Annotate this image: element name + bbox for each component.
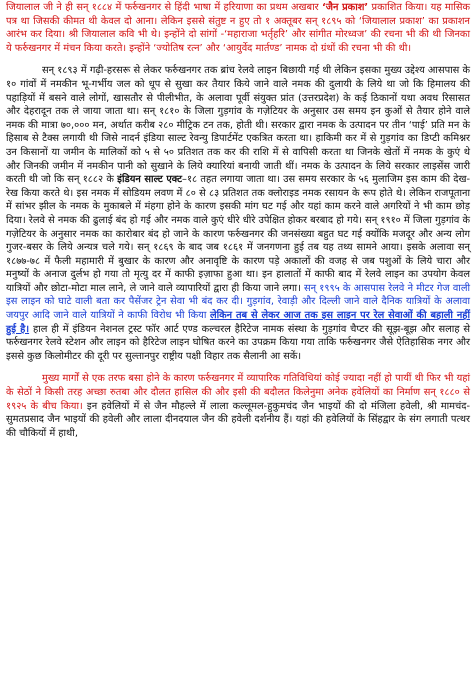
paragraph-text: जियालाल जी ने ही सन् १८८४ में फर्रुखनगर से हिंदी भाषा में हरियाणा का प्रथम अखबार xyxy=(6,2,323,13)
paragraph-text: –१८ तहत लगाया जाता था। उस समय सरकार के ५६ मुलाजिम इस काम की देख-रेख किया करते थे। इस नमक में सोडियम लवण में ८० से ८३ प्रतिशत तक क्लोराइड नमक रसायन के रूप होते थे। लेकिन राजपूताना में सांभर झील के नमक के मुकाबले में मंहगा होने के कारण इसकी मांग घट गई और यहां काम करने वाले अगरियों ने भी काम छोड़ दिया। रेलवे से नमक की ढुलाई बंद हो गई और नमक वाले कुएं धीरे धीरे उपेक्षित होकर बरबाद हो गये। सन् १९१० में जिला गुड़गांव के गज़ेटियर के अनुसार नमक का कारोबार बंद हो जाने के कारण फर्रुखनगर की जनसंख्या बहुत घट गई क्योंकि मजदूर और अन्य लोग गुजर-बसर के लिये अन्यत्र चले गये। सन् १८६९ के बाद जब १८६१ में जनगणना हुई तब यह तथ्य सामने आया। इसके अलावा सन् १८७७-७८ में फैली महामारी में बुखार के कारण और अनावृष्टि के कारण पड़े अकालों की वजह से जब पशुओं के लिये चारा और मनुष्यों के अनाज दुर्लभ हो गया तो मृत्यु दर में काफी इज़ाफा हुआ था। इन हालातों में काफी बाद में रेलवे लाइन का उपयोग केवल यात्रियों और छोटा-मोटा माल लाने, ले जाने वाले व्यापारियों द्वारा ही किया जाने लगा। xyxy=(6,174,471,294)
act-name: इंडियन साल्ट एक्ट xyxy=(117,174,183,186)
paragraph-havelis xyxy=(6,372,470,440)
paragraph-text: प्रकाशित किया। यह मासिक पत्र था जिसकी कीमत थी केवल दो आना। लेकिन इससे संतुष्ट न हुए तो १ अक्तूबर सन् १८९५ को ‘जियालाल प्रकाश’ का प्रकाशन आरंभ कर दिया। श्री जियालाल कवि भी थे। इन्होंने दो सांगों -‘महाराजा भर्तृहरि’ और सांगीत मोरध्वज’ की रचना भी की थी जिनका ये फर्रुखनगर में मंचन किया करते। इन्होंने ‘ज्योतिष रत्न’ और ‘आयुर्वेद मार्तण्ड’ नामक दो ग्रंथों की रचना भी की थी। xyxy=(6,2,471,54)
document-page xyxy=(0,1,475,688)
paragraph-text: इन हवेलियों में से जैन मौहल्ले में लाला कल्लूमल-हुकुमचंद जैन भाइयों की दो मंजिला हवेली, श्री मामचंद-सुमतप्रसाद जैन भाइयों की हवेली और लाला दीनदयाल जैन की हवेली दर्शनीय हैं। यहां की हवेलियों के सिंहद्वार के संग लगाती पत्थर की चौकियों में हाथी, xyxy=(6,400,470,439)
newspaper-name: ‘जैन प्रकाश’ xyxy=(322,2,369,13)
paragraph-railway-salt xyxy=(6,64,470,363)
paragraph-jain-prakash xyxy=(6,1,470,55)
paragraph-text: हाल ही में इंडियन नेशनल ट्रस्ट फॉर आर्ट एण्ड कल्चरल हैरिटेज नामक संस्था के गुड़गांव चैप्टर की सूझ-बूझ और सलाह से फर्रुखनगर रेलवे स्टेशन और लाइन को हैरिटेज लाइन घोषित करने का उपक्रम किया गया ताकि फर्रुखनगर जैसे ऐतिहासिक नगर और इससे कुछ किलोमीटर की दूरी पर सुल्तानपुर राष्ट्रीय पक्षी विहार तक सैलानी आ सकें। xyxy=(6,323,470,362)
paragraph-text-emphasis: लेकिन तब से लेकर आज तक इस लाइन पर रेल सेवाओं की बहाली नहीं हुई है। xyxy=(6,310,470,335)
paragraph-text-highlight: सन् १९९५ के आसपास रेलवे ने मीटर गेज वाली इस लाइन को घाटे वाली बता कर पैसेंजर ट्रेन सेवा भी बंद कर दी। गुड़गांव, रेवाड़ी और दिल्ली जाने वाले दैनिक यात्रियों के अलावा जयपुर आदि जाने वाले यात्रियों ने काफी विरोध भी किया xyxy=(6,282,470,322)
paragraph-text-highlight: मुख्य मार्गों से एक तरफ बसा होने के कारण फर्रुखनगर में व्यापारिक गतिविधियां कोई ज्यादा नहीं हो पायीं थी फिर भी यहां के सेठों ने किसी तरह अच्छा रुतबा और दौलत हासिल की और इसी की बदौलत किलेनुमा अनेक हवेलियों का निर्माण सन् १८८० से १९२५ के बीच किया। xyxy=(6,373,470,412)
paragraph-text: सन् १८९३ में गढ़ी-हरसरू से लेकर फर्रुखनगर तक ब्रांच रेलवे लाइन बिछायी गई थी लेकिन इसका मुख्य उद्देश्य आसपास के १० गांवों में नमकीन भू-गर्भीय जल को धूप से सुखा कर तैयार किये जाने वाले नमक की दुलायी के लिये था जो कि हिमालय की पहाड़ियों में बसने वाले लोगों, खासतौर से पीलीभीत, के अलावा पूर्वी संयुक्त प्रांत (उत्तरप्रदेश) के कई ठिकानों यथा अवध रिसासत और देहरादून तक ले जाया जाता था। सन् १८१० के जिला गुड़गांव के गज़ेटियर के अनुसार उस समय इन कुओं से तैयार होने वाले नमक की मात्रा ७०,००० मन, अर्थात करीब २८० मीट्रिक टन तक, होती थी। सरकार द्वारा नमक के उत्पादन पर तीन ‘पाई’ प्रति मन के हिसाब से टैक्स लगायी थी जिसे नादर्न इंडिया साल्ट रेवन्यु डिपार्टमेंट एकत्रित करता था। हाकिमी कर में से गुड़गांव का डिप्टी कमिश्नर उन किसानों या जमीन के मालिकों को ५ से ५० प्रतिशत तक कर की राशि में से वापिसी करता था जिनके खेतों में नमक के कुएं थे और जिनकी जमीन में नमकीन पानी को सुखाने के लिये क्यारियां बनायी जाती थीं। नमक के उत्पादन के लिये सरकार लाइसेंस जारी करती थी जो कि सन् १८८२ के xyxy=(6,65,470,186)
